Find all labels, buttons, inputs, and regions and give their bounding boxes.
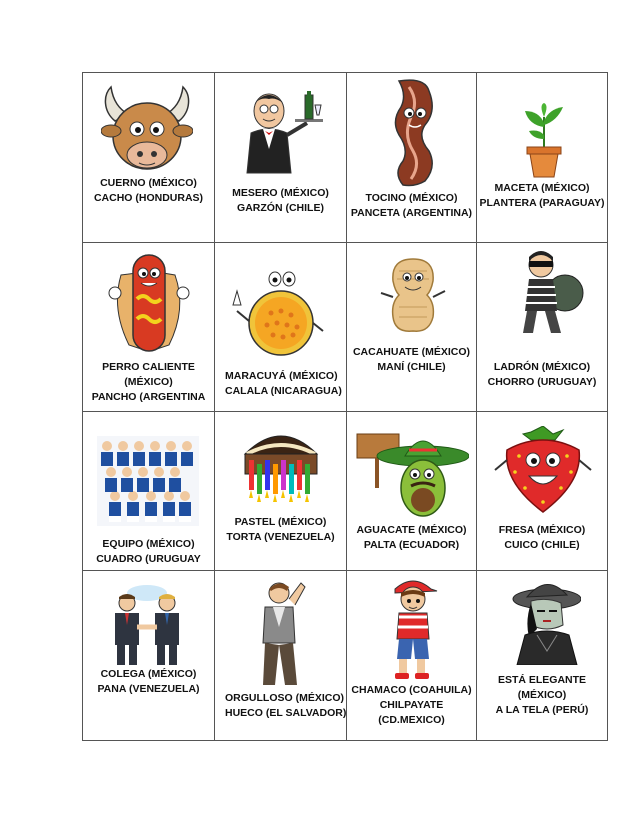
hot-dog-icon [107,249,191,355]
thief-icon [511,249,585,337]
card-maracuya [215,243,347,412]
card-equipo [83,412,215,571]
elegant-lady-icon [507,577,581,665]
card-caption: CHAMACO (COAHUILA) CHILPAYATE (CD.MEXICO) [351,684,472,726]
card-caption: PERRO CALIENTE (MÉXICO) PANCHO (ARGENTINA [91,361,206,403]
bacon-icon [385,77,445,189]
card-cacahuate [347,243,477,412]
card-elegante [477,571,608,741]
card-caption: LADRÓN (MÉXICO) CHORRO (URUGUAY) [487,361,597,388]
card-pastel [215,412,347,571]
card-caption: COLEGA (MÉXICO) PANA (VENEZUELA) [97,668,200,695]
card-caption: FRESA (MÉXICO) CUICO (CHILE) [498,524,586,551]
proud-man-icon [249,579,311,687]
card-caption: CACAHUATE (MÉXICO) MANÍ (CHILE) [352,346,471,373]
card-caption: ESTÁ ELEGANTE (MÉXICO) A LA TELA (PERÚ) [495,674,589,716]
card-maceta [477,73,608,243]
card-caption: ORGULLOSO (MÉXICO) HUECO (EL SALVADOR) [225,692,347,719]
card-ladron [477,243,608,412]
avocado-icon [353,426,469,520]
card-caption: AGUACATE (MÉXICO) PALTA (ECUADOR) [356,524,467,551]
card-caption: MACETA (MÉXICO) PLANTERA (PARAGUAY) [479,182,605,209]
passion-fruit-icon [227,271,327,359]
boy-icon [385,577,441,681]
team-photo-icon [97,436,199,526]
card-fresa [477,412,608,571]
peanut-icon [377,257,449,333]
card-caption: TOCINO (MÉXICO) PANCETA (ARGENTINA) [350,192,473,219]
birthday-cake-icon [241,424,321,502]
potted-plant-icon [521,103,567,179]
card-chamaco [347,571,477,741]
card-orgulloso [215,571,347,741]
card-cuerno [83,73,215,243]
card-caption: MESERO (MÉXICO) GARZÓN (CHILE) [232,187,329,214]
card-perro-caliente [83,243,215,412]
card-caption: EQUIPO (MÉXICO) CUADRO (URUGUAY [96,538,201,565]
card-caption: MARACUYÁ (MÉXICO) CALALA (NICARAGUA) [225,370,342,397]
card-mesero [215,73,347,243]
card-tocino [347,73,477,243]
handshake-icon [103,583,191,667]
card-colega [83,571,215,741]
bull-head-icon [101,81,193,179]
card-caption: CUERNO (MÉXICO) CACHO (HONDURAS) [93,177,204,204]
vocabulary-card-grid [82,72,608,741]
waiter-icon [235,89,327,181]
card-caption: PASTEL (MÉXICO) TORTA (VENEZUELA) [226,516,335,543]
strawberry-icon [493,426,593,514]
card-aguacate [347,412,477,571]
